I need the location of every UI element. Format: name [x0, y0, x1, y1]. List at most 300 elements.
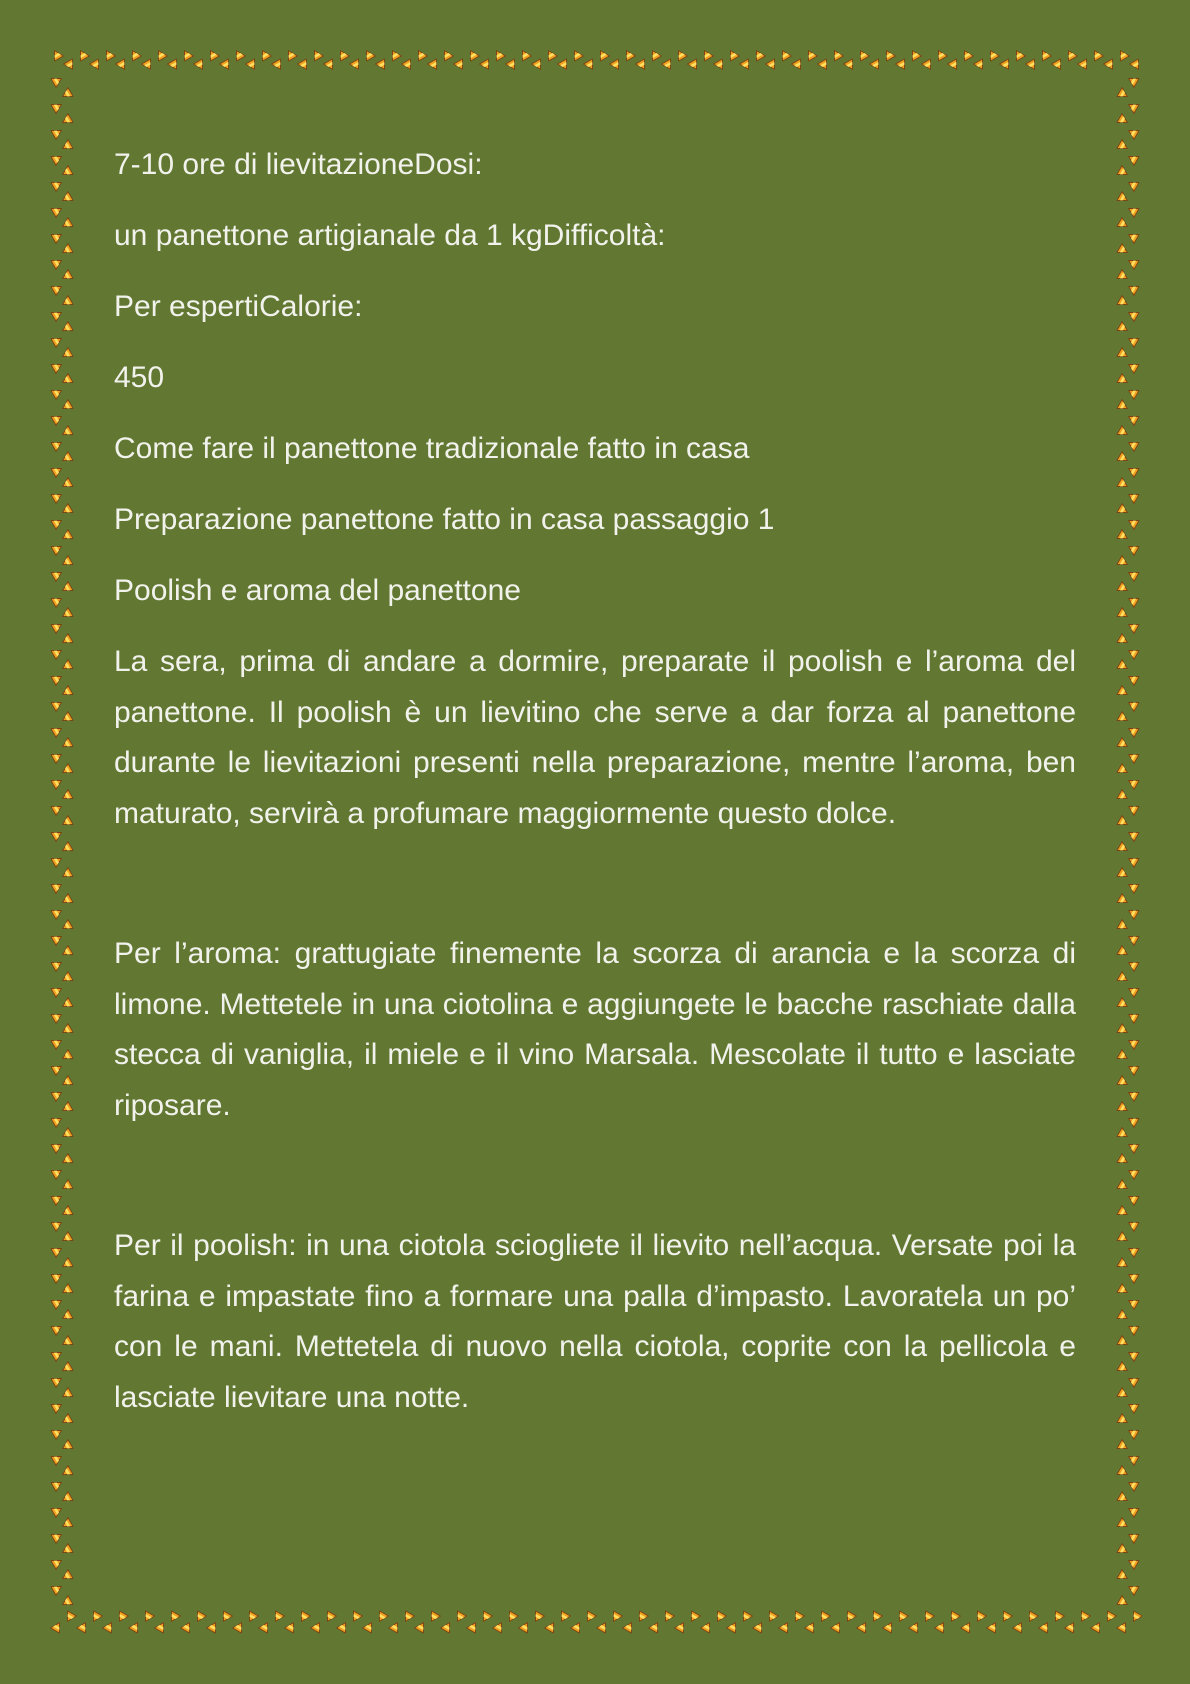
candy-corn-icon — [60, 88, 73, 101]
candy-corn-icon — [1126, 906, 1139, 919]
candy-corn-icon — [60, 270, 73, 283]
candy-corn-icon — [60, 608, 73, 621]
candy-corn-icon — [60, 1258, 73, 1271]
candy-corn-icon — [297, 1611, 310, 1624]
candy-corn-icon — [272, 59, 285, 72]
candy-corn-icon — [713, 1611, 726, 1624]
candy-corn-icon — [843, 1611, 856, 1624]
candy-corn-icon — [311, 1620, 324, 1633]
candy-corn-icon — [479, 1611, 492, 1624]
candy-corn-icon — [1126, 724, 1139, 737]
candy-corn-icon — [961, 1620, 974, 1633]
candy-corn-icon — [51, 1270, 64, 1283]
candy-corn-icon — [883, 1620, 896, 1633]
candy-corn-icon — [115, 1611, 128, 1624]
candy-corn-icon — [1126, 516, 1139, 529]
candy-corn-icon — [1117, 530, 1130, 543]
candy-corn-icon — [51, 932, 64, 945]
candy-corn-icon — [60, 790, 73, 803]
candy-corn-icon — [60, 140, 73, 153]
candy-corn-icon — [765, 1611, 778, 1624]
candy-corn-icon — [583, 1611, 596, 1624]
candy-corn-icon — [60, 1180, 73, 1193]
candy-corn-icon — [51, 490, 64, 503]
candy-corn-icon — [181, 1620, 194, 1633]
candy-corn-icon — [1117, 218, 1130, 231]
step-subheading: Poolish e aroma del panettone — [114, 574, 521, 607]
candy-corn-icon — [51, 568, 64, 581]
candy-corn-icon — [206, 48, 219, 61]
candy-corn-icon — [51, 828, 64, 841]
candy-corn-icon — [60, 452, 73, 465]
candy-corn-icon — [1117, 270, 1130, 283]
candy-corn-icon — [51, 672, 64, 685]
candy-corn-icon — [1126, 1452, 1139, 1465]
candy-corn-icon — [232, 48, 245, 61]
candy-corn-icon — [1126, 490, 1139, 503]
candy-corn-icon — [1126, 620, 1139, 633]
candy-corn-icon — [818, 59, 831, 72]
candy-corn-icon — [246, 59, 259, 72]
candy-corn-icon — [51, 1244, 64, 1257]
candy-corn-icon — [506, 59, 519, 72]
candy-corn-icon — [427, 1611, 440, 1624]
candy-corn-icon — [792, 59, 805, 72]
candy-corn-icon — [60, 400, 73, 413]
candy-corn-icon — [1090, 48, 1103, 61]
candy-corn-icon — [934, 48, 947, 61]
candy-corn-icon — [219, 1611, 232, 1624]
candy-corn-icon — [1117, 452, 1130, 465]
candy-corn-icon — [1129, 1611, 1142, 1624]
candy-corn-icon — [1117, 140, 1130, 153]
candy-corn-icon — [51, 1556, 64, 1569]
recipe-document — [114, 140, 1076, 1423]
candy-corn-icon — [1117, 244, 1130, 257]
candy-corn-icon — [60, 816, 73, 829]
candy-corn-icon — [60, 1154, 73, 1167]
candy-corn-icon — [310, 48, 323, 61]
candy-corn-icon — [1126, 1270, 1139, 1283]
candy-corn-icon — [700, 48, 713, 61]
candy-corn-icon — [349, 1611, 362, 1624]
candy-corn-icon — [1126, 1478, 1139, 1491]
candy-corn-icon — [1117, 1076, 1130, 1089]
candy-corn-icon — [60, 218, 73, 231]
candy-corn-icon — [674, 48, 687, 61]
candy-corn-icon — [1126, 230, 1139, 243]
candy-corn-icon — [558, 59, 571, 72]
candy-corn-icon — [51, 854, 64, 867]
candy-corn-icon — [103, 1620, 116, 1633]
candy-corn-icon — [60, 1596, 73, 1609]
candy-corn-icon — [1117, 1206, 1130, 1219]
candy-corn-icon — [1126, 438, 1139, 451]
candy-corn-icon — [830, 48, 843, 61]
candy-corn-icon — [1126, 1036, 1139, 1049]
candy-corn-icon — [51, 880, 64, 893]
candy-corn-icon — [51, 1140, 64, 1153]
candy-corn-icon — [622, 48, 635, 61]
candy-corn-icon — [376, 59, 389, 72]
candy-corn-icon — [1126, 958, 1139, 971]
candy-corn-icon — [1000, 59, 1013, 72]
candy-corn-icon — [60, 504, 73, 517]
candy-corn-icon — [454, 59, 467, 72]
candy-corn-icon — [1117, 660, 1130, 673]
candy-corn-icon — [1117, 1128, 1130, 1141]
servings-line: un panettone artigianale da 1 kgDifficoltà: — [114, 219, 666, 252]
candy-corn-icon — [1126, 100, 1139, 113]
candy-corn-icon — [51, 1296, 64, 1309]
candy-corn-icon — [51, 178, 64, 191]
candy-corn-icon — [779, 1620, 792, 1633]
candy-corn-icon — [1126, 1062, 1139, 1075]
candy-corn-icon — [1117, 1570, 1130, 1583]
candy-corn-icon — [51, 906, 64, 919]
candy-corn-icon — [60, 1050, 73, 1063]
candy-corn-icon — [791, 1611, 804, 1624]
candy-corn-icon — [856, 48, 869, 61]
candy-corn-icon — [1039, 1620, 1052, 1633]
candy-corn-icon — [51, 1010, 64, 1023]
candy-corn-icon — [635, 1611, 648, 1624]
candy-corn-icon — [1126, 1374, 1139, 1387]
candy-corn-icon — [1117, 1596, 1130, 1609]
candy-corn-icon — [908, 48, 921, 61]
candy-corn-icon — [1117, 296, 1130, 309]
candy-corn-icon — [1025, 1611, 1038, 1624]
candy-corn-icon — [60, 894, 73, 907]
candy-corn-icon — [167, 1611, 180, 1624]
candy-corn-icon — [258, 48, 271, 61]
candy-corn-icon — [1065, 1620, 1078, 1633]
candy-corn-icon — [51, 360, 64, 373]
candy-corn-icon — [1117, 1180, 1130, 1193]
candy-corn-icon — [1117, 764, 1130, 777]
candy-corn-icon — [1126, 1010, 1139, 1023]
candy-corn-icon — [740, 59, 753, 72]
candy-corn-icon — [51, 1582, 64, 1595]
candy-corn-icon — [51, 1452, 64, 1465]
candy-corn-icon — [623, 1620, 636, 1633]
candy-corn-icon — [60, 868, 73, 881]
candy-corn-icon — [51, 776, 64, 789]
candy-corn-icon — [76, 48, 89, 61]
aroma-paragraph: Per l’aroma: grattugiate finemente la scorza di arancia e la scorza di limone. Mettetele in una ciotolina e aggiungete le bacche raschiate dalla stecca di vaniglia, il miele e il vino Marsala. Mescolate il tutto e lasciate riposare. — [114, 937, 1076, 1122]
poolish-paragraph: Per il poolish: in una ciotola sciogliete il lievito nell’acqua. Versate poi la farina e impastate fino a formare una palla d’impasto. Lavoratela un po’ con le mani. Mettetela di nuovo nella ciotola, coprite con la pellicola e lasciate lievitare una notte. — [114, 1229, 1076, 1414]
candy-corn-icon — [480, 59, 493, 72]
candy-corn-icon — [1126, 1114, 1139, 1127]
candy-corn-icon — [51, 1620, 64, 1633]
candy-corn-icon — [51, 984, 64, 997]
candy-corn-icon — [505, 1611, 518, 1624]
candy-corn-icon — [51, 412, 64, 425]
candy-corn-icon — [155, 1620, 168, 1633]
candy-corn-icon — [441, 1620, 454, 1633]
candy-corn-icon — [60, 1414, 73, 1427]
candy-corn-icon — [1117, 712, 1130, 725]
candy-corn-icon — [518, 48, 531, 61]
candy-corn-icon — [531, 1611, 544, 1624]
candy-corn-icon — [1117, 114, 1130, 127]
candy-corn-icon — [714, 59, 727, 72]
candy-corn-icon — [1104, 59, 1117, 72]
candy-corn-icon — [1126, 932, 1139, 945]
candy-corn-icon — [51, 1114, 64, 1127]
candy-corn-icon — [492, 48, 505, 61]
candy-corn-icon — [51, 542, 64, 555]
candy-corn-icon — [51, 516, 64, 529]
candy-corn-icon — [363, 1620, 376, 1633]
difficulty-line: Per espertiCalorie: — [114, 290, 363, 323]
candy-corn-icon — [1078, 59, 1091, 72]
candy-corn-icon — [77, 1620, 90, 1633]
candy-corn-icon — [804, 48, 817, 61]
candy-corn-icon — [974, 59, 987, 72]
candy-corn-icon — [60, 634, 73, 647]
candy-corn-icon — [1117, 998, 1130, 1011]
candy-corn-icon — [1126, 1296, 1139, 1309]
candy-corn-icon — [51, 1348, 64, 1361]
candy-corn-icon — [1126, 334, 1139, 347]
candy-corn-icon — [128, 48, 141, 61]
candy-corn-icon — [440, 48, 453, 61]
candy-corn-icon — [1126, 464, 1139, 477]
candy-corn-icon — [675, 1620, 688, 1633]
candy-corn-icon — [60, 322, 73, 335]
candy-corn-icon — [1126, 1192, 1139, 1205]
candy-corn-icon — [1117, 1466, 1130, 1479]
candy-corn-icon — [60, 582, 73, 595]
candy-corn-icon — [51, 1192, 64, 1205]
candy-corn-icon — [51, 152, 64, 165]
candy-corn-icon — [389, 1620, 402, 1633]
intro-paragraph: La sera, prima di andare a dormire, preparate il poolish e l’aroma del panettone. Il poolish è un lievitino che serve a dar forza al panettone durante le lievitazioni presenti nella preparazione, mentre l’aroma, ben maturato, servirà a profumare maggiormente questo dolce. — [114, 645, 1076, 830]
candy-corn-icon — [870, 59, 883, 72]
candy-corn-icon — [869, 1611, 882, 1624]
candy-corn-icon — [60, 998, 73, 1011]
candy-corn-icon — [1126, 802, 1139, 815]
candy-corn-icon — [60, 972, 73, 985]
candy-corn-icon — [570, 48, 583, 61]
candy-corn-icon — [1126, 1504, 1139, 1517]
candy-corn-icon — [1126, 282, 1139, 295]
candy-corn-icon — [51, 1478, 64, 1491]
candy-corn-icon — [805, 1620, 818, 1633]
candy-corn-icon — [60, 556, 73, 569]
candy-corn-icon — [1117, 1258, 1130, 1271]
candy-corn-icon — [60, 1024, 73, 1037]
candy-corn-icon — [51, 1062, 64, 1075]
candy-corn-icon — [987, 1620, 1000, 1633]
candy-corn-icon — [1013, 1620, 1026, 1633]
candy-corn-icon — [1026, 59, 1039, 72]
candy-corn-icon — [1117, 1414, 1130, 1427]
candy-corn-icon — [51, 256, 64, 269]
candy-corn-icon — [1117, 686, 1130, 699]
candy-corn-icon — [63, 1611, 76, 1624]
candy-corn-icon — [1126, 152, 1139, 165]
candy-corn-icon — [1126, 360, 1139, 373]
candy-corn-icon — [116, 59, 129, 72]
candy-corn-icon — [1126, 1218, 1139, 1231]
candy-corn-icon — [60, 1336, 73, 1349]
candy-corn-icon — [284, 48, 297, 61]
candy-corn-icon — [60, 1362, 73, 1375]
candy-corn-icon — [60, 1518, 73, 1531]
candy-corn-icon — [1117, 894, 1130, 907]
candy-corn-icon — [1117, 1492, 1130, 1505]
candy-corn-icon — [1117, 946, 1130, 959]
candy-corn-icon — [882, 48, 895, 61]
candy-corn-icon — [60, 1492, 73, 1505]
candy-corn-icon — [1051, 1611, 1064, 1624]
candy-corn-icon — [648, 48, 661, 61]
candy-corn-icon — [947, 1611, 960, 1624]
candy-corn-icon — [1116, 48, 1129, 61]
candy-corn-icon — [207, 1620, 220, 1633]
candy-corn-icon — [51, 1504, 64, 1517]
candy-corn-icon — [1126, 1322, 1139, 1335]
candy-corn-icon — [51, 464, 64, 477]
candy-corn-icon — [168, 59, 181, 72]
candy-corn-icon — [960, 48, 973, 61]
candy-corn-icon — [60, 686, 73, 699]
candy-corn-icon — [1077, 1611, 1090, 1624]
candy-corn-icon — [1117, 374, 1130, 387]
candy-corn-icon — [453, 1611, 466, 1624]
candy-corn-icon — [688, 59, 701, 72]
candy-corn-icon — [51, 1400, 64, 1413]
candy-corn-icon — [51, 698, 64, 711]
candy-corn-icon — [337, 1620, 350, 1633]
candy-corn-icon — [414, 48, 427, 61]
candy-corn-icon — [1117, 88, 1130, 101]
candy-corn-icon — [51, 1530, 64, 1543]
candy-corn-icon — [60, 374, 73, 387]
candy-corn-icon — [1117, 1620, 1130, 1633]
candy-corn-icon — [1126, 828, 1139, 841]
candy-corn-icon — [778, 48, 791, 61]
candy-corn-icon — [1038, 48, 1051, 61]
candy-corn-icon — [60, 1466, 73, 1479]
candy-corn-icon — [1117, 1050, 1130, 1063]
candy-corn-icon — [51, 1036, 64, 1049]
candy-corn-icon — [51, 724, 64, 737]
candy-corn-icon — [701, 1620, 714, 1633]
candy-corn-icon — [51, 282, 64, 295]
candy-corn-icon — [1117, 582, 1130, 595]
candy-corn-icon — [545, 1620, 558, 1633]
candy-corn-icon — [60, 1102, 73, 1115]
candy-corn-icon — [60, 764, 73, 777]
candy-corn-icon — [402, 59, 415, 72]
candy-corn-icon — [1126, 412, 1139, 425]
candy-corn-icon — [1117, 868, 1130, 881]
candy-corn-icon — [948, 59, 961, 72]
candy-corn-icon — [466, 48, 479, 61]
candy-corn-icon — [1126, 542, 1139, 555]
candy-corn-icon — [60, 712, 73, 725]
step-heading: Preparazione panettone fatto in casa passaggio 1 — [114, 503, 775, 536]
candy-corn-icon — [60, 348, 73, 361]
candy-corn-icon — [51, 594, 64, 607]
candy-corn-icon — [1117, 1154, 1130, 1167]
candy-corn-icon — [1117, 1440, 1130, 1453]
candy-corn-icon — [271, 1611, 284, 1624]
candy-corn-icon — [1126, 594, 1139, 607]
candy-corn-icon — [1126, 776, 1139, 789]
candy-corn-icon — [60, 166, 73, 179]
candy-corn-icon — [1126, 698, 1139, 711]
candy-corn-icon — [51, 620, 64, 633]
candy-corn-icon — [51, 1166, 64, 1179]
candy-corn-icon — [973, 1611, 986, 1624]
candy-corn-icon — [1117, 478, 1130, 491]
candy-corn-icon — [1117, 1518, 1130, 1531]
candy-corn-icon — [922, 59, 935, 72]
candy-corn-icon — [935, 1620, 948, 1633]
candy-corn-icon — [1117, 972, 1130, 985]
candy-corn-icon — [129, 1620, 142, 1633]
candy-corn-icon — [1126, 1244, 1139, 1257]
candy-corn-icon — [610, 59, 623, 72]
candy-corn-icon — [233, 1620, 246, 1633]
candy-corn-icon — [921, 1611, 934, 1624]
candy-corn-icon — [752, 48, 765, 61]
candy-corn-icon — [285, 1620, 298, 1633]
candy-corn-icon — [220, 59, 233, 72]
candy-corn-icon — [1052, 59, 1065, 72]
candy-corn-icon — [1126, 178, 1139, 191]
candy-corn-icon — [1126, 1426, 1139, 1439]
candy-corn-icon — [817, 1611, 830, 1624]
candy-corn-icon — [1117, 322, 1130, 335]
candy-corn-icon — [194, 59, 207, 72]
candy-corn-icon — [51, 750, 64, 763]
candy-corn-icon — [51, 74, 64, 87]
candy-corn-icon — [1117, 1544, 1130, 1557]
candy-corn-icon — [1126, 1088, 1139, 1101]
candy-corn-icon — [60, 426, 73, 439]
candy-corn-icon — [596, 48, 609, 61]
candy-corn-icon — [51, 438, 64, 451]
candy-corn-icon — [90, 59, 103, 72]
candy-corn-icon — [259, 1620, 272, 1633]
candy-corn-icon — [51, 126, 64, 139]
candy-corn-icon — [51, 334, 64, 347]
candy-corn-icon — [986, 48, 999, 61]
candy-corn-icon — [1117, 1362, 1130, 1375]
candy-corn-icon — [51, 1088, 64, 1101]
candy-corn-icon — [60, 1076, 73, 1089]
candy-corn-icon — [89, 1611, 102, 1624]
candy-corn-icon — [1126, 126, 1139, 139]
candy-corn-icon — [1117, 816, 1130, 829]
candy-corn-icon — [649, 1620, 662, 1633]
candy-corn-icon — [467, 1620, 480, 1633]
candy-corn-icon — [532, 59, 545, 72]
candy-corn-icon — [1117, 790, 1130, 803]
candy-corn-icon — [1126, 1582, 1139, 1595]
rising-time-line: 7-10 ore di lievitazioneDosi: — [114, 148, 483, 181]
candy-corn-icon — [142, 59, 155, 72]
candy-corn-icon — [60, 530, 73, 543]
candy-corn-icon — [1117, 348, 1130, 361]
candy-corn-icon — [428, 59, 441, 72]
candy-corn-icon — [154, 48, 167, 61]
